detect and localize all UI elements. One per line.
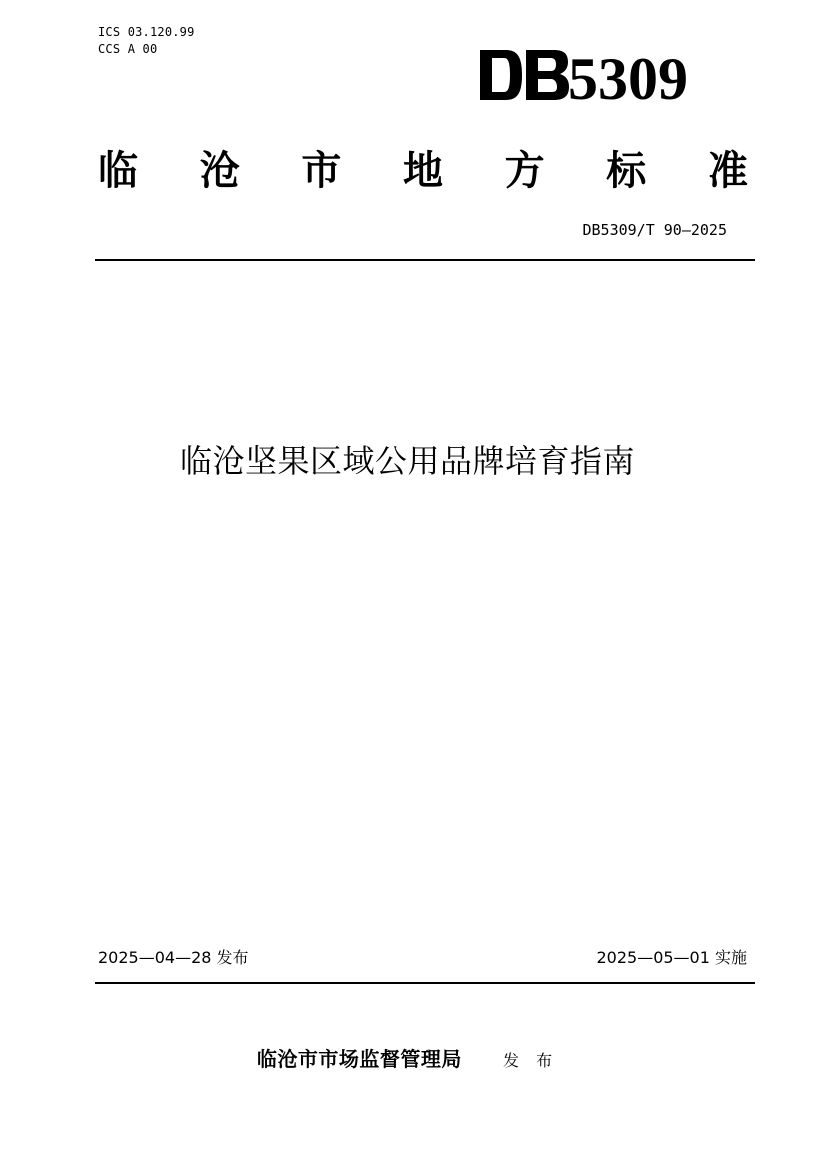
bottom-divider — [95, 982, 755, 984]
publisher-line — [0, 1044, 815, 1076]
ics-code: ICS 03.120.99 — [98, 25, 195, 39]
publisher-action: 发 布 — [503, 1051, 559, 1070]
standard-type-char: 市 — [301, 148, 342, 194]
ccs-code: CCS A 00 — [98, 42, 158, 56]
top-divider — [95, 259, 755, 261]
standard-number: DB5309/T 90—2025 — [582, 221, 727, 239]
document-title: 临沧坚果区域公用品牌培育指南 — [179, 442, 635, 480]
standard-type-char: 临 — [98, 148, 138, 194]
issue-date: 2025—04—28 发布 — [98, 948, 249, 967]
logo-number: 5309 — [568, 46, 688, 108]
classification-codes — [98, 24, 195, 58]
standard-type-char: 准 — [707, 148, 748, 194]
standard-type-char: 沧 — [199, 148, 240, 194]
standard-type-heading — [98, 144, 748, 198]
standard-type-char: 地 — [402, 148, 443, 194]
standard-type-char: 标 — [606, 148, 647, 194]
publisher-name: 临沧市市场监督管理局 — [256, 1047, 462, 1071]
implementation-date: 2025—05—01 实施 — [596, 948, 747, 967]
standard-type-char: 方 — [504, 148, 545, 194]
db-standard-logo — [478, 42, 718, 108]
